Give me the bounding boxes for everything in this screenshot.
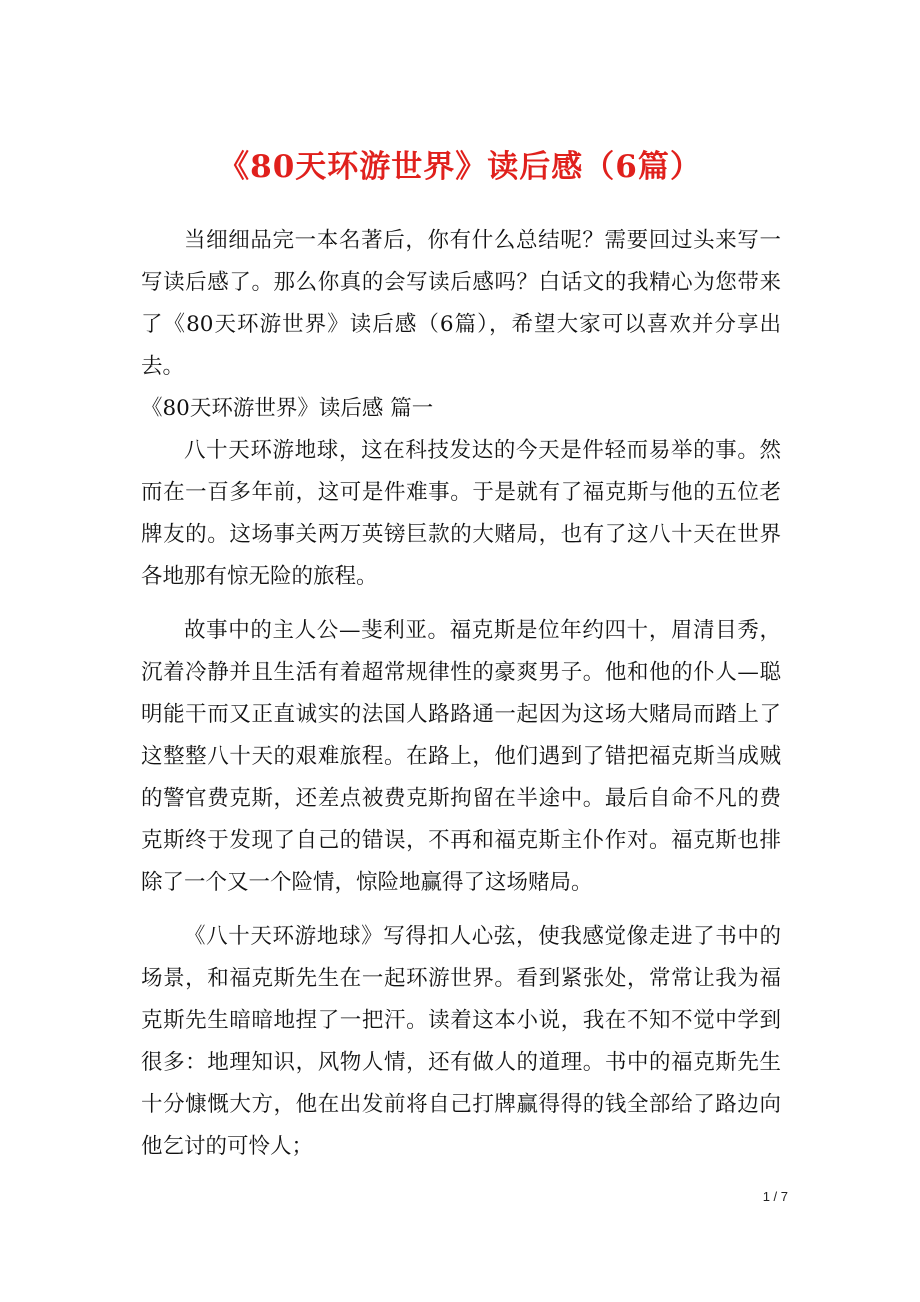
body-paragraph: 《八十天环游地球》写得扣人心弦，使我感觉像走进了书中的场景，和福克斯先生在一起环游世界。看到紧张处，常常让我为福克斯先生暗暗地捏了一把汗。读着这本小说，我在不知不觉中学到很多：地理知识，风物人情，还有做人的道理。书中的福克斯先生十分慷慨大方，他在出发前将自己打牌赢得得的钱全部给了路边向他乞讨的可怜人； [141,924,781,1159]
body-paragraph: 故事中的主人公—斐利亚。福克斯是位年约四十，眉清目秀，沉着冷静并且生活有着超常规律性的豪爽男子。他和他的仆人—聪明能干而又正直诚实的法国人路路通一起因为这场大赌局而踏上了这整整八十天的艰难旅程。在路上，他们遇到了错把福克斯当成贼的警官费克斯，还差点被费克斯拘留在半途中。最后自命不凡的费克斯终于发现了自己的错误，不再和福克斯主仆作对。福克斯也排除了一个又一个险情，惊险地赢得了这场赌局。 [141,618,781,895]
intro-paragraph: 当细细品完一本名著后，你有什么总结呢？需要回过头来写一写读后感了。那么你真的会写读后感吗？白话文的我精心为您带来了《80天环游世界》读后感（6篇），希望大家可以喜欢并分享出去。 [141,228,781,379]
page-number: 1 / 7 [762,1189,788,1204]
document-body [141,220,781,1168]
document-title: 《80天环游世界》读后感（6篇） [218,149,702,185]
body-paragraph: 八十天环游地球，这在科技发达的今天是件轻而易举的事。然而在一百多年前，这可是件难事。于是就有了福克斯与他的五位老牌友的。这场事关两万英镑巨款的大赌局，也有了这八十天在世界各地那有惊无险的旅程。 [141,438,781,589]
section-heading: 《80天环游世界》读后感 篇一 [141,396,434,421]
